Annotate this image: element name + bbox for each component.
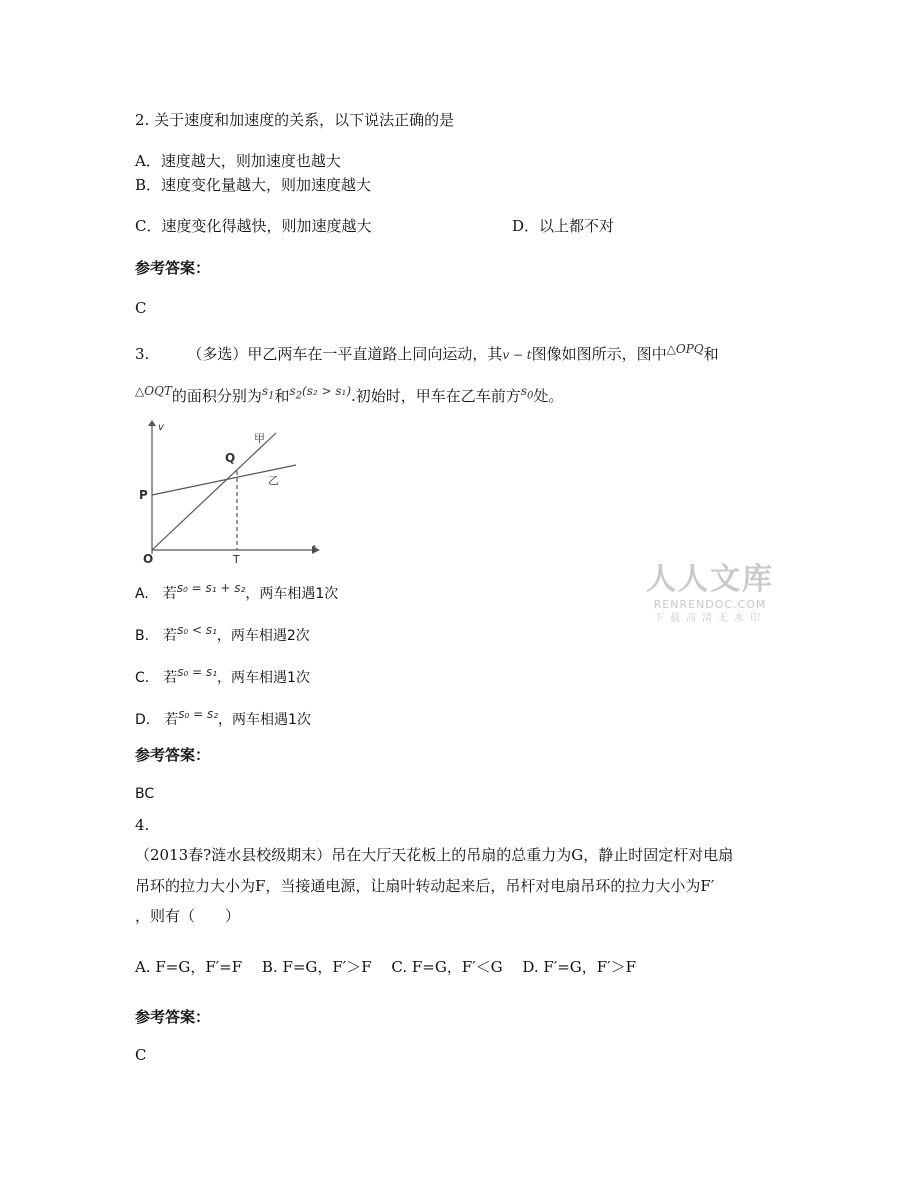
q4-answer: C [135, 1046, 147, 1064]
graph-label-q: Q [225, 451, 236, 465]
q3-s2-sub: 2 [295, 390, 303, 402]
graph-label-jia: 甲 [254, 432, 265, 445]
q2-option-a: A．速度越大，则加速度也越大 [135, 152, 341, 170]
q3-stem-part5: 和 [274, 387, 290, 405]
q3-stem-part1: （多选）甲乙两车在一平直道路上同向运动，其 [187, 345, 503, 363]
graph-label-t: t [312, 544, 316, 555]
q3-option-a-prefix: A. 若 [135, 586, 177, 602]
graph-label-p: P [139, 488, 148, 502]
q3-option-c-text: ，两车相遇1次 [217, 670, 310, 686]
q3-s1: s [261, 384, 269, 398]
q4-answer-label: 参考答案： [135, 1008, 211, 1026]
q3-number: 3. [135, 345, 150, 363]
q3-stem-part6: .初始时，甲车在乙车前方 [351, 387, 521, 405]
q3-s0: s [520, 384, 527, 398]
q3-option-a [135, 581, 339, 604]
q3-s2: s [289, 384, 296, 398]
q3-option-b-prefix: B. 若 [135, 628, 178, 644]
q3-s0-sub: 0 [526, 390, 534, 402]
q2-stem: 2. 关于速度和加速度的关系，以下说法正确的是 [135, 111, 455, 129]
q3-stem-line2 [135, 386, 563, 412]
q3-stem-line1 [135, 344, 719, 365]
graph-v-arrow [148, 420, 156, 426]
q4-stem-line1: （2013春?涟水县校级期末）吊在大厅天花板上的吊扇的总重力为G，静止时固定杆对电扇 [135, 846, 734, 864]
q3-vt-math: v − t [502, 348, 532, 362]
q3-stem-part4: 的面积分别为 [171, 387, 262, 405]
graph-label-v: v [158, 422, 164, 433]
q4-stem-line2: 吊环的拉力大小为F，当接通电源，让扇叶转动起来后，吊杆对电扇吊环的拉力大小为F′ [135, 877, 715, 895]
watermark-title: 人人文库 [646, 562, 774, 597]
q3-option-d-prefix: D. 若 [135, 712, 179, 728]
q3-option-b-text: ，两车相遇2次 [216, 628, 310, 644]
graph-label-T: T [233, 553, 240, 566]
q2-option-c: C．速度变化得越快，则加速度越大 [135, 217, 372, 235]
graph-label-yi: 乙 [268, 474, 279, 487]
q3-triangle-oqt: △OQT [135, 384, 172, 398]
vt-graph [136, 418, 326, 566]
q2-answer-label: 参考答案： [135, 259, 211, 277]
q3-answer: BC [135, 786, 155, 802]
q4-options: A. F=G，F′=F B. F=G，F′＞F C. F=G，F′＜G D. F′=G，F′＞F [135, 958, 637, 976]
q3-stem-part2: 图像如图所示，图中 [531, 345, 667, 363]
q3-stem-part3: 和 [703, 345, 719, 363]
q3-option-a-text: ，两车相遇1次 [245, 586, 339, 602]
q3-option-d [135, 707, 311, 730]
graph-label-o: O [143, 552, 154, 566]
q4-number: 4. [135, 816, 150, 834]
q3-condition: (s₂ > s₁) [302, 384, 352, 398]
q2-option-b: B．速度变化量越大，则加速度越大 [135, 176, 372, 194]
watermark-subtitle: 下载高清无水印 [654, 613, 766, 624]
q2-answer: C [135, 299, 147, 317]
watermark-site: RENRENDOC.COM [653, 598, 767, 611]
q2-option-d: D．以上都不对 [512, 217, 615, 235]
q3-s1-sub: 1 [268, 390, 275, 402]
q4-stem-line3: ，则有（ ） [135, 907, 241, 925]
q3-option-d-math: s₀ = s₂ [178, 707, 219, 721]
q3-option-b [135, 623, 310, 646]
q3-option-b-math: s₀ < s₁ [177, 623, 217, 637]
q3-triangle-opq: △OPQ [666, 342, 704, 356]
q3-answer-label: 参考答案： [135, 746, 211, 764]
q3-option-c [135, 665, 310, 688]
q3-stem-part7: 处。 [533, 387, 564, 405]
q3-option-c-prefix: C. 若 [135, 670, 178, 686]
q3-option-c-math: s₀ = s₁ [177, 665, 218, 679]
q3-option-d-text: ，两车相遇1次 [218, 712, 311, 728]
watermark [640, 562, 780, 626]
q3-option-a-math: s₀ = s₁ + s₂ [176, 581, 246, 595]
